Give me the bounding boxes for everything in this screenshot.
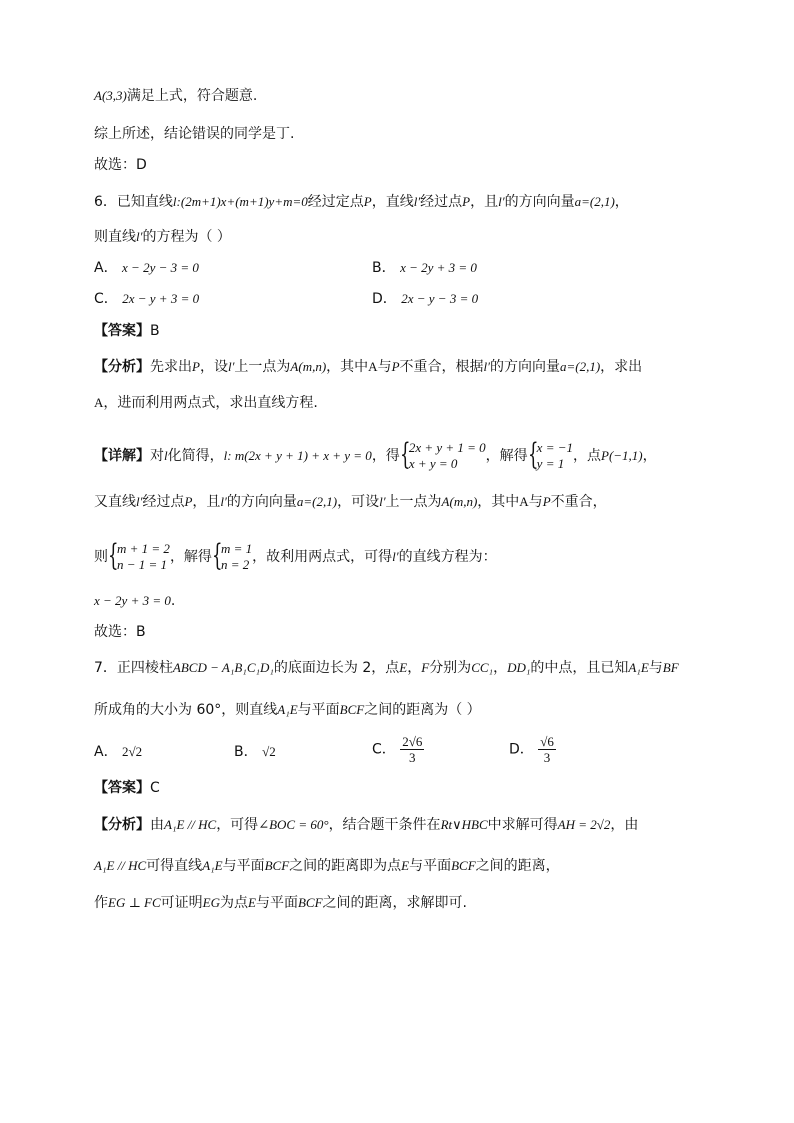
text: ，可得: [216, 817, 259, 833]
text: 可证明: [160, 895, 203, 911]
option-label: A．: [94, 744, 118, 760]
math-expression: x − 2y + 3 = 0: [400, 260, 477, 275]
text: 又直线: [94, 494, 136, 510]
math-expression: A(m,n): [290, 359, 327, 374]
denominator: 3: [543, 750, 551, 765]
numerator: √6: [540, 734, 554, 749]
equation-system: { 2x + y + 1 = 0 x + y = 0: [399, 437, 486, 472]
math-expression: y = 1: [536, 456, 565, 471]
math-expression: EG ⊥ FC: [108, 895, 161, 910]
text: 与平面: [255, 895, 298, 911]
math-expression: DD₁: [507, 660, 531, 675]
text: 与: [648, 660, 663, 676]
text: 经过定点: [307, 194, 364, 210]
text: 与平面: [222, 858, 265, 874]
text: ，: [493, 660, 508, 676]
math-expression: BCF: [264, 858, 290, 873]
math-expression: A₁E // HC: [164, 817, 217, 832]
math-expression: l′: [136, 229, 143, 244]
math-expression: 2x + y + 1 = 0: [408, 440, 486, 455]
text: ，其中: [326, 359, 369, 375]
math-expression: A(m,n): [441, 494, 478, 509]
text: 与平面: [297, 702, 340, 718]
text: ，由: [610, 817, 639, 833]
text: 中求解可得: [487, 817, 558, 833]
text: 的方向向量: [226, 494, 297, 510]
answer-7: [94, 778, 160, 798]
text: 的方程为（ ）: [142, 229, 231, 245]
answer-tag: 【答案】: [94, 323, 150, 339]
math-expression: n = 2: [220, 557, 250, 572]
text: ，解得: [485, 448, 528, 464]
option-label: A．: [94, 260, 118, 276]
analysis-7-line1: [94, 815, 638, 835]
math-expression: A₁E: [628, 660, 649, 675]
analysis-7-line3: [94, 893, 467, 913]
math-expression: l: [164, 448, 168, 463]
math-expression: F: [421, 660, 430, 675]
text: 之间的距离，求解即可.: [322, 895, 467, 911]
math-expression: x + y = 0: [408, 456, 458, 471]
question-number: 6．已知直线: [94, 194, 173, 210]
math-expression: P: [363, 194, 372, 209]
option-c: [94, 289, 199, 309]
math-expression: a=(2,1): [574, 194, 615, 209]
text: ，可设: [337, 494, 380, 510]
text: 与平面: [409, 858, 452, 874]
text: 之间的距离为（ ）: [364, 702, 481, 718]
math-expression: l′: [227, 359, 235, 374]
math-expression: l:(2m+1)x+(m+1)y+m=0: [172, 194, 308, 209]
analysis-tag: 【分析】: [94, 817, 150, 833]
text: ，得: [371, 448, 400, 464]
text: ，点: [573, 448, 601, 464]
text: ，其中: [477, 494, 520, 510]
equation-system: { m + 1 = 2 n − 1 = 1: [108, 538, 170, 573]
text: 的直线方程为：: [398, 549, 497, 565]
text: 的方向向量: [489, 359, 560, 375]
text: 与: [528, 494, 543, 510]
equation-system: { m = 1 n = 2: [211, 538, 253, 573]
math-expression: P: [184, 494, 193, 509]
text-line: 综上所述，结论错误的同学是丁.: [94, 126, 295, 142]
text: 的方向向量: [504, 194, 575, 210]
text: 化简得，: [167, 448, 224, 464]
math-expression: l′: [136, 494, 143, 509]
text: ，: [642, 448, 657, 464]
option-d: [372, 289, 478, 309]
math-expression: l′: [220, 494, 227, 509]
text: ，且: [470, 194, 499, 210]
denominator: 3: [409, 750, 416, 765]
detail-6-line1: [94, 437, 657, 472]
text: ，且: [192, 494, 221, 510]
math-expression: 2√2: [122, 744, 143, 759]
option-label: D．: [509, 741, 534, 758]
math-expression: Rt∨HBC: [440, 817, 488, 832]
text: ，直线: [371, 194, 414, 210]
math-expression: P: [192, 359, 200, 374]
math-expression: l′: [392, 549, 399, 564]
text: 之间的距离，: [475, 858, 560, 874]
math-expression: l′: [379, 494, 386, 509]
text: ，结合题干条件在: [328, 817, 441, 833]
option-label: D．: [372, 291, 397, 307]
math-expression: x − 2y − 3 = 0: [122, 260, 199, 275]
option-label: C．: [372, 741, 396, 758]
detail-6-line3: [94, 538, 497, 573]
math-expression: A(3,3): [94, 88, 127, 103]
text: 的底面边长为 2，点: [273, 660, 400, 676]
math-expression: P: [542, 494, 551, 509]
math-expression: BCF: [451, 858, 476, 873]
math-expression: 2x − y + 3 = 0: [122, 291, 200, 306]
math-expression: A: [94, 395, 104, 410]
text: 先求出: [150, 359, 192, 375]
math-expression: E: [401, 858, 410, 873]
text: 之间的距离即为点: [289, 858, 402, 874]
question-7-stem: [94, 658, 679, 678]
math-expression: P(−1,1): [601, 448, 643, 463]
option-label: C．: [94, 291, 118, 307]
math-expression: BF: [662, 660, 679, 675]
option-c: [372, 734, 424, 765]
text: .: [170, 593, 176, 609]
selection-6: 故选：B: [94, 624, 146, 640]
option-b: [372, 258, 477, 278]
text: 上一点为: [234, 359, 291, 375]
math-expression: √2: [262, 744, 276, 759]
math-expression: n − 1 = 1: [117, 557, 168, 572]
analysis-tag: 【分析】: [94, 359, 150, 375]
text-line: [94, 86, 257, 106]
text: 所成角的大小为 60°，则直线: [94, 702, 278, 718]
text: ，解得: [169, 549, 212, 565]
text: 上一点为: [385, 494, 442, 510]
text: 经过点: [420, 194, 463, 210]
math-expression: m = 1: [220, 541, 253, 556]
text: 不重合，: [550, 494, 607, 510]
question-6-stem: [94, 192, 629, 212]
text: 则: [94, 549, 108, 565]
math-expression: E: [248, 895, 256, 910]
text: ，故利用两点式，可得: [252, 549, 393, 565]
math-expression: A: [519, 494, 529, 509]
math-expression: AH = 2√2: [557, 817, 611, 832]
answer-6: [94, 321, 160, 341]
math-expression: ABCD − A₁B₁C₁D₁: [172, 660, 274, 675]
text: 可得直线: [146, 858, 203, 874]
math-expression: CC₁: [471, 660, 494, 675]
analysis-6: [94, 357, 642, 377]
math-expression: E: [399, 660, 408, 675]
math-expression: P: [462, 194, 471, 209]
math-expression: l: m(2x + y + 1) + x + y = 0: [223, 448, 372, 463]
fraction: [400, 734, 424, 765]
answer-value: C: [150, 780, 160, 796]
numerator: 2√6: [402, 734, 423, 749]
math-expression: A₁E: [202, 858, 223, 873]
math-expression: BCF: [339, 702, 365, 717]
option-label: B．: [372, 260, 396, 276]
math-expression: EG: [202, 895, 221, 910]
text: 不重合，根据: [399, 359, 484, 375]
option-a: [94, 258, 199, 278]
math-expression: m + 1 = 2: [117, 541, 170, 556]
math-expression: a=(2,1): [296, 494, 338, 509]
math-expression: BCF: [297, 895, 323, 910]
option-a: [94, 742, 142, 762]
text-line: 故选：D: [94, 157, 147, 173]
text: ，: [614, 194, 629, 210]
equation-system: { x = −1 y = 1: [527, 437, 573, 472]
question-number: 7．正四棱柱: [94, 660, 173, 676]
math-expression: l′: [483, 359, 490, 374]
text: ，进而利用两点式，求出直线方程.: [103, 395, 318, 411]
math-expression: A₁E // HC: [94, 858, 147, 873]
option-b: [234, 742, 276, 762]
math-expression: x − 2y + 3 = 0: [94, 593, 171, 608]
text: 分别为: [429, 660, 472, 676]
math-expression: l′: [413, 194, 421, 209]
text: 为点: [220, 895, 249, 911]
math-expression: l′: [498, 194, 505, 209]
text: 经过点: [142, 494, 185, 510]
question-7-stem-line2: [94, 700, 481, 720]
text: 由: [150, 817, 164, 833]
answer-value: B: [150, 323, 160, 339]
math-expression: a=(2,1): [559, 359, 601, 374]
analysis-7-line2: [94, 856, 560, 876]
answer-tag: 【答案】: [94, 780, 150, 796]
option-d: [509, 734, 556, 765]
math-expression: P: [391, 359, 400, 374]
text: 对: [150, 448, 164, 464]
text: 的中点，且已知: [530, 660, 629, 676]
fraction: [538, 734, 556, 765]
math-expression: ∠BOC = 60°: [258, 817, 329, 832]
text: 满足上式，符合题意.: [126, 88, 258, 104]
math-expression: x = −1: [536, 440, 573, 455]
text: ，设: [199, 359, 228, 375]
math-expression: 2x − y − 3 = 0: [401, 291, 479, 306]
text: 作: [94, 895, 108, 911]
math-expression: A₁E: [277, 702, 298, 717]
analysis-6-line2: [94, 393, 318, 413]
text: ，求出: [600, 359, 643, 375]
question-6-stem-line2: [94, 227, 231, 247]
detail-6-line2: [94, 492, 607, 512]
detail-6-line4: [94, 591, 175, 611]
option-label: B．: [234, 744, 258, 760]
detail-tag: 【详解】: [94, 448, 150, 464]
text: 与: [377, 359, 392, 375]
text: 则直线: [94, 229, 136, 245]
math-expression: A: [368, 359, 378, 374]
text: ，: [407, 660, 422, 676]
